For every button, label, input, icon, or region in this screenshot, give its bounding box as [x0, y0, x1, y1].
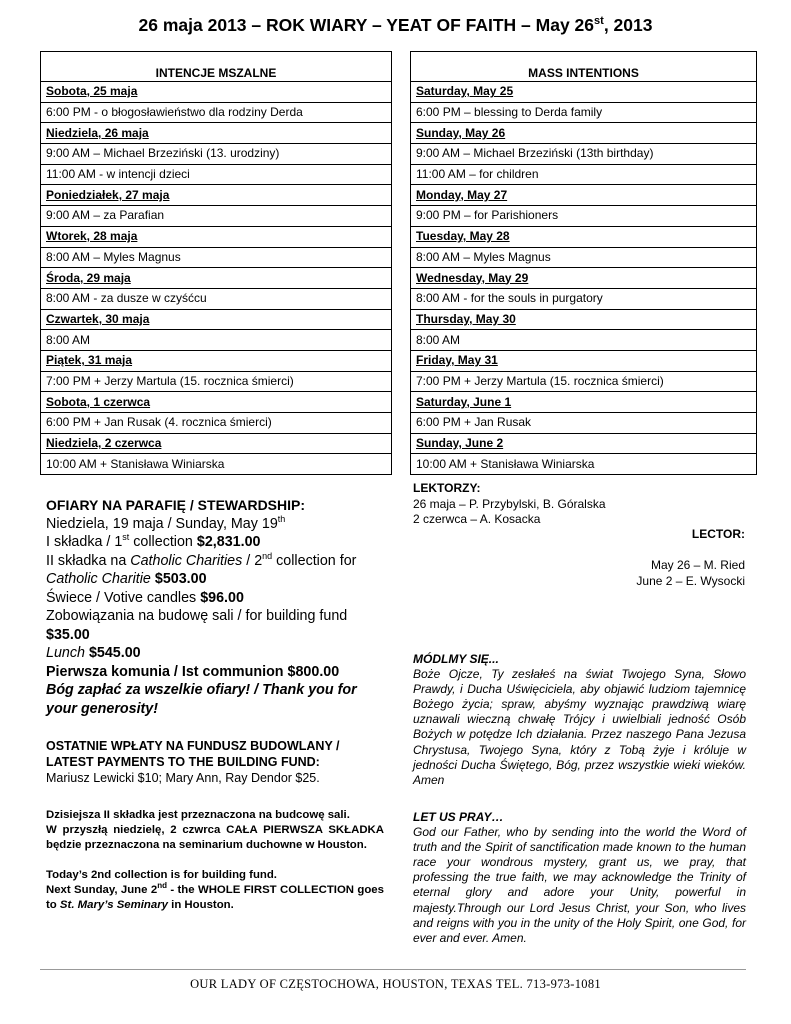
polish-row	[41, 330, 392, 351]
polish-day-label: Niedziela, 26 maja	[41, 123, 392, 144]
polish-row	[41, 371, 392, 392]
polish-row	[41, 247, 392, 268]
building-fund-payments	[46, 738, 384, 786]
english-row	[411, 330, 757, 351]
english-intention: 8:00 AM	[411, 330, 757, 351]
polish-intention: 10:00 AM + Stanisława Winiarska	[41, 454, 392, 475]
note-pl-2: W przyszłą niedzielę, 2 czwrca CAŁA PIERWSZA SKŁADKA będzie przeznaczona na seminarium duchowne w Houston.	[46, 824, 384, 851]
polish-day-label: Niedziela, 2 czerwca	[41, 433, 392, 454]
english-intention: 8:00 AM - for the souls in purgatory	[411, 288, 757, 309]
english-intention: 11:00 AM – for children	[411, 164, 757, 185]
first-collection: I składka / 1st collection $2,831.00	[46, 532, 261, 550]
polish-row	[41, 144, 392, 165]
polish-day-label: Środa, 29 maja	[41, 268, 392, 289]
polish-intention: 8:00 AM - za dusze w czyśćcu	[41, 288, 392, 309]
polish-row	[41, 123, 392, 144]
page-title: 26 maja 2013 – ROK WIARY – YEAT OF FAITH – May 26st, 2013	[138, 15, 653, 35]
stewardship-date: Niedziela, 19 maja / Sunday, May 19th	[46, 513, 286, 532]
english-table-header: MASS INTENTIONS	[411, 52, 757, 82]
polish-row	[41, 206, 392, 227]
english-row	[411, 392, 757, 413]
prayer-text-en: God our Father, who by sending into the world the Word of truth and the Spirit of sanctification made known to the human race your wondrous mystery, grant us, we pray, that professing the true faith, we may acknowledge the Trinity of eternal glory and adore your Unity, powerful in majesty.Through our Lord Jesus Christ, your Son, who lives and reigns with you in the unity of the Holy Spirit, one God, for ever and ever. Amen.	[413, 825, 746, 945]
building-pledges: Zobowiązania na budowę sali / for building fund $35.00	[46, 608, 348, 643]
english-row	[411, 371, 757, 392]
polish-intention: 11:00 AM - w intencji dzieci	[41, 164, 392, 185]
polish-day-label: Wtorek, 28 maja	[41, 226, 392, 247]
polish-row	[41, 413, 392, 434]
english-day-label: Sunday, May 26	[411, 123, 757, 144]
note-pl-1: Dzisiejsza II składka jest przeznaczona na budcowę sali.	[46, 809, 350, 821]
english-row	[411, 247, 757, 268]
english-row	[411, 206, 757, 227]
lectors-heading-pl: LEKTORZY:	[413, 481, 481, 495]
english-row	[411, 268, 757, 289]
polish-intention: 8:00 AM – Myles Magnus	[41, 247, 392, 268]
english-row	[411, 164, 757, 185]
english-mass-intentions-table	[410, 51, 757, 475]
english-day-label: Friday, May 31	[411, 350, 757, 371]
polish-row	[41, 185, 392, 206]
english-row	[411, 350, 757, 371]
english-day-label: Tuesday, May 28	[411, 226, 757, 247]
polish-mass-intentions-table	[40, 51, 392, 475]
lectors-polish	[413, 481, 748, 528]
english-row	[411, 226, 757, 247]
polish-table-header: INTENCJE MSZALNE	[41, 52, 392, 82]
payments-heading: OSTATNIE WPŁATY NA FUNDUSZ BUDOWLANY / LATEST PAYMENTS TO THE BUILDING FUND:	[46, 739, 340, 769]
votive-candles: Świece / Votive candles $96.00	[46, 589, 244, 606]
prayer-heading-pl: MÓDLMY SIĘ...	[413, 652, 499, 666]
lectors-english	[413, 557, 745, 589]
collection-notes	[46, 808, 384, 913]
english-row	[411, 82, 757, 103]
lector-line: May 26 – M. Ried	[650, 558, 745, 572]
english-intention: 10:00 AM + Stanisława Winiarska	[411, 454, 757, 475]
note-en-1: Today’s 2nd collection is for building fund.	[46, 869, 277, 881]
polish-day-label: Sobota, 1 czerwca	[41, 392, 392, 413]
polish-day-label: Poniedziałek, 27 maja	[41, 185, 392, 206]
polish-row	[41, 309, 392, 330]
english-intention: 7:00 PM + Jerzy Martula (15. rocznica śmierci)	[411, 371, 757, 392]
english-row	[411, 144, 757, 165]
english-row	[411, 413, 757, 434]
footer-divider	[40, 969, 746, 970]
prayer-english	[413, 810, 746, 946]
thank-you-note: Bóg zapłać za wszelkie ofiary! / Thank you for your generosity!	[46, 682, 357, 717]
english-intention: 9:00 PM – for Parishioners	[411, 206, 757, 227]
polish-intention: 6:00 PM - o błogosławieństwo dla rodziny Derda	[41, 102, 392, 123]
polish-day-label: Piątek, 31 maja	[41, 350, 392, 371]
english-row	[411, 123, 757, 144]
polish-intention: 8:00 AM	[41, 330, 392, 351]
english-day-label: Monday, May 27	[411, 185, 757, 206]
english-day-label: Saturday, June 1	[411, 392, 757, 413]
english-day-label: Saturday, May 25	[411, 82, 757, 103]
polish-row	[41, 226, 392, 247]
polish-row	[41, 454, 392, 475]
polish-intention: 9:00 AM – za Parafian	[41, 206, 392, 227]
polish-row	[41, 82, 392, 103]
payments-list: Mariusz Lewicki $10; Mary Ann, Ray Dendor $25.	[46, 771, 320, 785]
prayer-heading-en: LET US PRAY…	[413, 810, 504, 824]
english-day-label: Wednesday, May 29	[411, 268, 757, 289]
polish-day-label: Sobota, 25 maja	[41, 82, 392, 103]
polish-row	[41, 433, 392, 454]
english-intention: 8:00 AM – Myles Magnus	[411, 247, 757, 268]
second-collection: II składka na Catholic Charities / 2nd collection for Catholic Charitie $503.00	[46, 550, 357, 587]
english-row	[411, 433, 757, 454]
polish-row	[41, 392, 392, 413]
prayer-text-pl: Boże Ojcze, Ty zesłałeś na świat Twojego Syna, Słowo Prawdy, i Ducha Uświęciciela, aby objawić ludziom tajemnicę Bożego życia; spraw, abyśmy wyznając prawdziwą wiarę uznawali wieczną chwałę Trójcy i uwielbiali jedność Osób Bożych w potędze Ich działania. Przez naszego Pana Jezusa Chrystusa, Twojego Syna, który z Tobą żyje i króluje w jedności Ducha Świętego, Bóg, przez wszystkie wieki wieków. Amen	[413, 667, 746, 787]
polish-day-label: Czwartek, 30 maja	[41, 309, 392, 330]
stewardship-heading: OFIARY NA PARAFIĘ / STEWARDSHIP:	[46, 497, 306, 513]
polish-row	[41, 350, 392, 371]
english-row	[411, 288, 757, 309]
stewardship-section	[46, 496, 386, 718]
polish-intention: 9:00 AM – Michael Brzeziński (13. urodziny)	[41, 144, 392, 165]
english-row	[411, 309, 757, 330]
english-day-label: Thursday, May 30	[411, 309, 757, 330]
polish-row	[41, 288, 392, 309]
polish-intention: 7:00 PM + Jerzy Martula (15. rocznica śmierci)	[41, 371, 392, 392]
footer-address: OUR LADY OF CZĘSTOCHOWA, HOUSTON, TEXAS TEL. 713-973-1081	[190, 977, 601, 991]
english-intention: 6:00 PM + Jan Rusak	[411, 413, 757, 434]
english-row	[411, 454, 757, 475]
lector-line: 2 czerwca – A. Kosacka	[413, 512, 541, 526]
lector-line: 26 maja – P. Przybylski, B. Góralska	[413, 496, 606, 511]
english-intention: 6:00 PM – blessing to Derda family	[411, 102, 757, 123]
english-row	[411, 102, 757, 123]
note-en-2: Next Sunday, June 2nd - the WHOLE FIRST COLLECTION goes to St. Mary’s Seminary in Houston.	[46, 881, 384, 911]
english-row	[411, 185, 757, 206]
english-intention: 9:00 AM – Michael Brzeziński (13th birthday)	[411, 144, 757, 165]
prayer-polish	[413, 652, 746, 788]
polish-row	[41, 102, 392, 123]
lunch-collection: Lunch $545.00	[46, 645, 141, 661]
english-day-label: Sunday, June 2	[411, 433, 757, 454]
polish-row	[41, 164, 392, 185]
polish-intention: 6:00 PM + Jan Rusak (4. rocznica śmierci)	[41, 413, 392, 434]
polish-row	[41, 268, 392, 289]
lector-line: June 2 – E. Wysocki	[636, 574, 745, 588]
lectors-heading-en: LECTOR:	[691, 527, 745, 541]
first-communion-collection: Pierwsza komunia / Ist communion $800.00	[46, 663, 340, 680]
